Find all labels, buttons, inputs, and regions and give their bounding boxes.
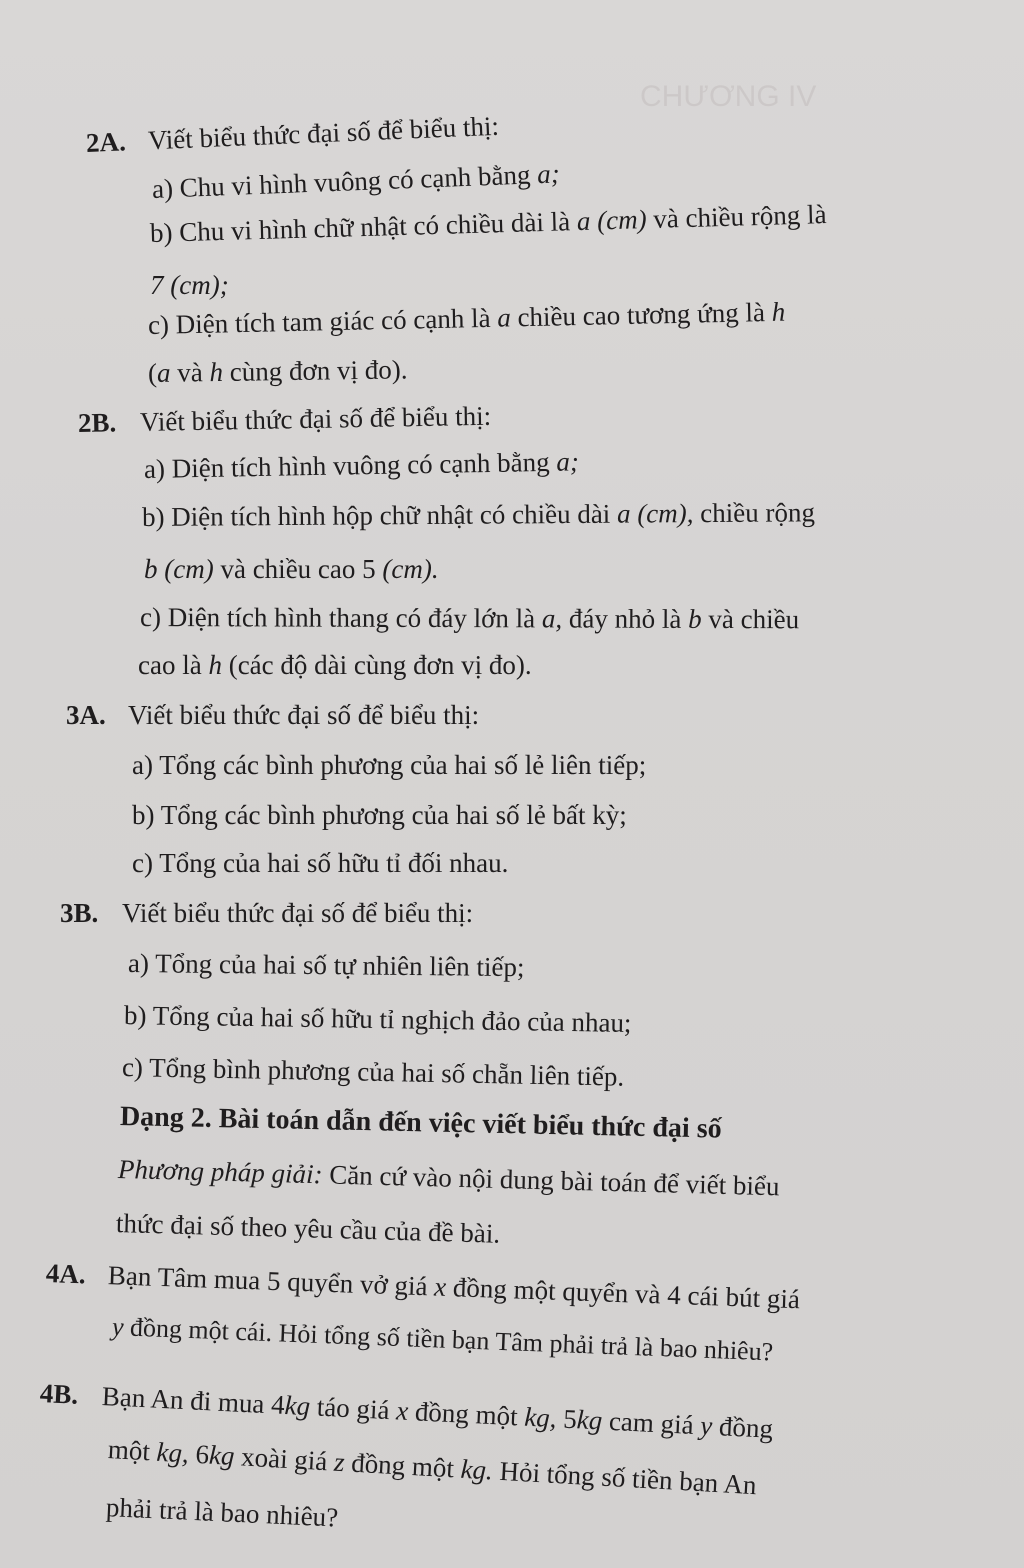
problem-text: đồng một cái. Hỏi tổng số tiền bạn Tâm phải trả là bao nhiêu?: [123, 1312, 774, 1367]
problem-text: cam giá: [601, 1405, 702, 1441]
variable: a (cm),: [616, 498, 694, 529]
item-text: c) Tổng của hai số hữu tỉ đối nhau.: [132, 848, 509, 878]
item-text: chiều cao tương ứng là: [510, 296, 773, 333]
problem-text: đồng một: [343, 1447, 462, 1484]
problem-text: phải trả là bao nhiêu?: [105, 1492, 339, 1533]
variable: y: [699, 1410, 714, 1441]
problem-text: 5: [555, 1403, 578, 1435]
problem-2B-b-cont: [144, 552, 439, 586]
item-text: và chiều rộng là: [646, 199, 827, 235]
problem-2B-b: [142, 495, 815, 534]
problem-3A-b: [132, 798, 627, 832]
item-text: c) Diện tích tam giác có cạnh là: [147, 302, 498, 340]
problem-number: 4A.: [45, 1258, 87, 1290]
variable: z: [333, 1446, 346, 1478]
item-text: (các độ dài cùng đơn vị đo).: [221, 650, 532, 680]
problem-number: 2B.: [77, 407, 117, 438]
method-text: thức đại số theo yêu cầu của đề bài.: [115, 1208, 501, 1249]
item-text: b) Chu vi hình chữ nhật có chiều dài là: [149, 206, 578, 248]
item-text: b) Tổng các bình phương của hai số lẻ bất kỳ;: [132, 800, 627, 830]
problem-text: Viết biểu thức đại số để biểu thị:: [139, 400, 492, 437]
problem-2A-b-cont: [150, 268, 229, 302]
problem-3B-b: [124, 998, 632, 1040]
method-line-cont: [116, 1206, 501, 1251]
problem-2B-a: [144, 444, 579, 486]
unit: kg: [283, 1389, 311, 1422]
unit: kg,: [523, 1401, 558, 1434]
item-text: b) Diện tích hình hộp chữ nhật có chiều dài: [141, 498, 618, 532]
problem-number: 2A.: [85, 126, 127, 158]
variable: a;: [556, 446, 580, 477]
problem-text: đồng một quyển và 4 cái bút giá: [445, 1271, 801, 1315]
unit: kg.: [459, 1453, 494, 1486]
problem-4A-line2: [111, 1310, 773, 1369]
variable: a;: [536, 158, 561, 190]
problem-2A-c-cont: (a và h cùng đơn vị đo).: [147, 354, 408, 388]
variable: b: [688, 603, 702, 634]
variable: (cm).: [382, 554, 439, 584]
problem-4B-line3: [105, 1490, 339, 1535]
problem-2B-title: [78, 399, 492, 440]
item-text: c) Tổng bình phương của hai số chẵn liên tiếp.: [121, 1052, 625, 1092]
variable: h: [208, 650, 222, 680]
item-text: c) Diện tích hình thang có đáy lớn là: [139, 602, 542, 634]
variable: 7 (cm);: [150, 270, 229, 300]
problem-number: 4B.: [39, 1378, 79, 1410]
item-text: và: [170, 357, 210, 388]
problem-text: đồng một: [407, 1396, 526, 1432]
problem-text: một: [107, 1434, 158, 1467]
unit: kg: [576, 1404, 603, 1436]
problem-2A-b: [150, 197, 827, 250]
problem-text: Viết biểu thức đại số để biểu thị:: [147, 110, 500, 156]
variable: h: [771, 296, 786, 327]
problem-text: Bạn Tâm mua 5 quyển vở giá: [107, 1260, 435, 1302]
problem-text: Viết biểu thức đại số để biểu thị:: [128, 700, 480, 730]
variable: b (cm): [144, 554, 214, 584]
problem-3B-c: [122, 1050, 625, 1094]
problem-number: 3A.: [66, 700, 106, 730]
item-text: cùng đơn vị đo).: [222, 354, 408, 387]
item-text: a) Diện tích hình vuông có cạnh bằng: [143, 446, 557, 484]
method-line: [118, 1152, 780, 1203]
item-text: cao là: [138, 650, 209, 680]
problem-text: đồng: [711, 1410, 774, 1444]
variable: x: [433, 1271, 447, 1302]
problem-text: Viết biểu thức đại số để biểu thị:: [122, 898, 474, 928]
problem-3B-a: [128, 946, 525, 984]
unit: kg,: [155, 1436, 190, 1469]
method-label: Phương pháp giải:: [117, 1154, 323, 1190]
heading-text: Dạng 2. Bài toán dẫn đến việc viết biểu thức đại số: [119, 1101, 722, 1145]
problem-text: xoài giá: [233, 1441, 335, 1477]
item-text: a) Chu vi hình vuông có cạnh bằng: [151, 159, 538, 204]
item-text: và chiều cao 5: [213, 554, 383, 584]
problem-text: Bạn An đi mua 4: [101, 1381, 286, 1420]
item-text: và chiều: [701, 603, 800, 635]
item-text: a) Tổng của hai số tự nhiên liên tiếp;: [127, 948, 525, 983]
problem-4A-line1: [45, 1256, 800, 1316]
problem-text: táo giá: [309, 1391, 398, 1426]
problem-3A-title: [66, 698, 479, 732]
problem-2B-c: [140, 600, 799, 636]
item-text: b) Tổng của hai số hữu tỉ nghịch đảo của nhau;: [123, 1000, 632, 1038]
variable: h: [209, 356, 224, 388]
item-text: a) Tổng các bình phương của hai số lẻ liên tiếp;: [132, 750, 647, 780]
problem-3A-c: [132, 846, 508, 880]
variable: x: [395, 1395, 409, 1426]
show-through-text: CHƯƠNG IV: [640, 80, 817, 113]
problem-2A-title: [85, 109, 499, 160]
variable: a: [496, 302, 512, 333]
problem-number: 3B.: [60, 898, 99, 928]
variable: a: [156, 357, 171, 388]
unit: kg: [208, 1439, 236, 1472]
variable: a,: [541, 603, 563, 634]
problem-2A-a: [151, 156, 560, 206]
problem-text: 6: [188, 1438, 210, 1470]
method-text: Căn cứ vào nội dung bài toán để viết biểu: [322, 1159, 780, 1202]
problem-4B-line2: [107, 1432, 757, 1502]
problem-text: Hỏi tổng số tiền bạn An: [492, 1455, 758, 1501]
variable: a (cm): [576, 204, 647, 237]
section-heading: [120, 1100, 722, 1147]
problem-3A-a: [132, 748, 646, 782]
problem-3B-title: [60, 896, 473, 930]
item-text: đáy nhỏ là: [562, 603, 689, 634]
problem-2B-c-cont: [138, 648, 532, 682]
problem-2A-c: [148, 295, 786, 342]
variable: y: [111, 1312, 125, 1342]
item-text: chiều rộng: [693, 497, 816, 529]
